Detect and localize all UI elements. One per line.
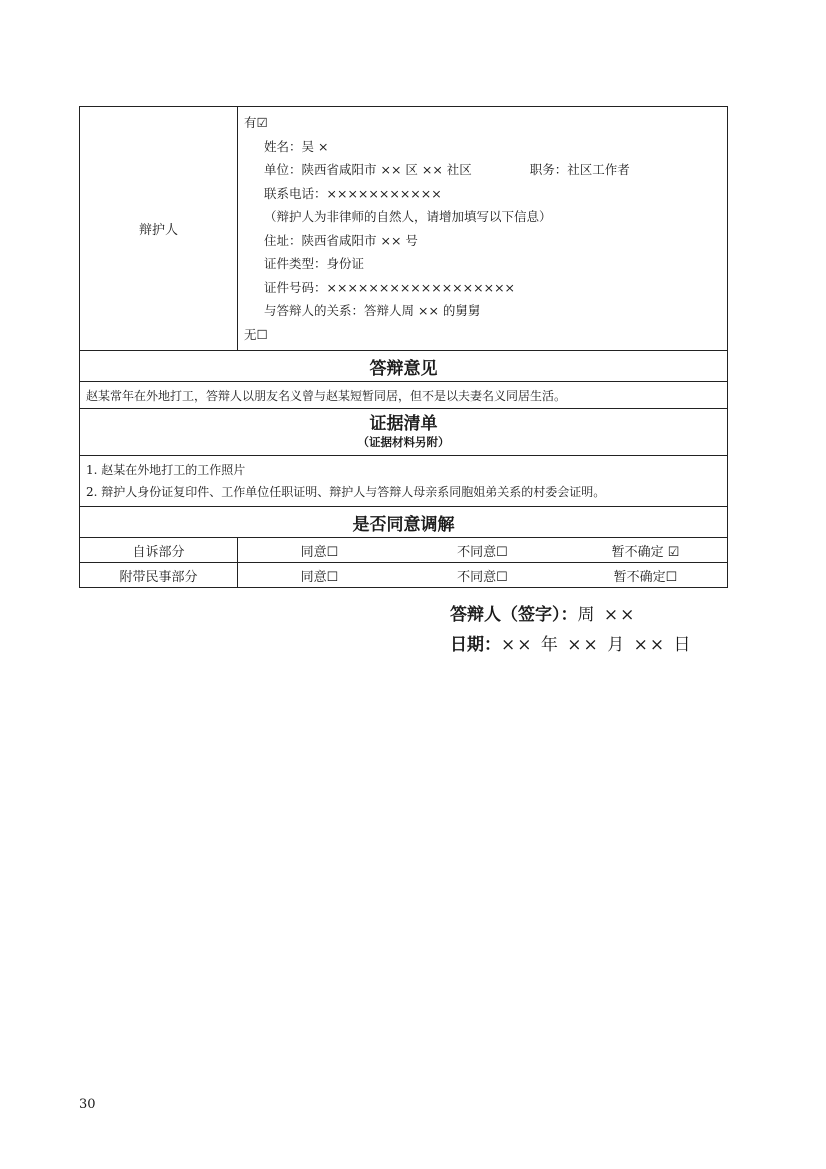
defender-address: 住址：陕西省咸阳市 ×× 号 [264, 232, 418, 248]
defender-relationship: 与答辩人的关系：答辩人周 ×× 的舅舅 [264, 303, 481, 318]
defender-has-checkbox[interactable]: 有☑ [244, 115, 268, 130]
evidence-item: 1. 赵某在外地打工的工作照片 [86, 463, 246, 477]
defense-form-table [79, 106, 728, 588]
defender-position: 职务：社区工作者 [529, 162, 630, 177]
undecided-checkbox[interactable]: 暂不确定☐ [613, 569, 678, 585]
mediation-title: 是否同意调解 [80, 507, 728, 538]
disagree-checkbox[interactable]: 不同意☐ [457, 544, 508, 560]
undecided-checkbox[interactable]: 暂不确定 ☑ [611, 544, 680, 560]
defender-phone: 联系电话：××××××××××× [264, 185, 442, 201]
defender-id-number: 证件号码：×××××××××××××××××× [264, 279, 516, 295]
mediation-row-civil [80, 563, 728, 588]
disagree-checkbox[interactable]: 不同意☐ [457, 569, 508, 585]
evidence-item: 2. 辩护人身份证复印件、工作单位任职证明、辩护人与答辩人母亲系同胞姐弟关系的村委会证明。 [86, 485, 606, 499]
evidence-list [80, 456, 728, 507]
date-label: 日期： [450, 635, 501, 655]
signature-block [450, 600, 692, 660]
evidence-header [80, 409, 728, 456]
defender-note: （辩护人为非律师的自然人，请增加填写以下信息） [264, 209, 552, 224]
mediation-row-label: 自诉部分 [80, 538, 238, 563]
defender-none-checkbox[interactable]: 无☐ [244, 326, 268, 342]
defense-opinion-title: 答辩意见 [80, 351, 728, 382]
evidence-title: 证据清单 [369, 414, 438, 434]
signer-value: 周 ×× [577, 605, 637, 625]
date-line [450, 630, 692, 660]
agree-checkbox[interactable]: 同意☐ [300, 569, 339, 585]
page-number: 30 [79, 1097, 96, 1112]
agree-checkbox[interactable]: 同意☐ [300, 544, 339, 560]
mediation-row-label: 附带民事部分 [80, 563, 238, 588]
date-value: ×× 年 ×× 月 ×× 日 [501, 635, 693, 655]
defender-name: 姓名：吴 × [264, 138, 329, 154]
defender-unit-line [244, 158, 727, 182]
signer-line [450, 600, 692, 630]
signer-label: 答辩人（签字）： [450, 605, 578, 625]
defender-details [238, 107, 728, 351]
defender-row [80, 107, 728, 351]
mediation-row-private-prosecution [80, 538, 728, 563]
defense-opinion-text: 赵某常年在外地打工，答辩人以朋友名义曾与赵某短暂同居，但不是以夫妻名义同居生活。 [80, 382, 728, 409]
defender-id-type: 证件类型：身份证 [264, 256, 365, 271]
defender-label: 辩护人 [80, 107, 238, 351]
evidence-subtitle: （证据材料另附） [357, 435, 450, 449]
defender-unit: 单位：陕西省咸阳市 ×× 区 ×× 社区 [264, 162, 472, 177]
